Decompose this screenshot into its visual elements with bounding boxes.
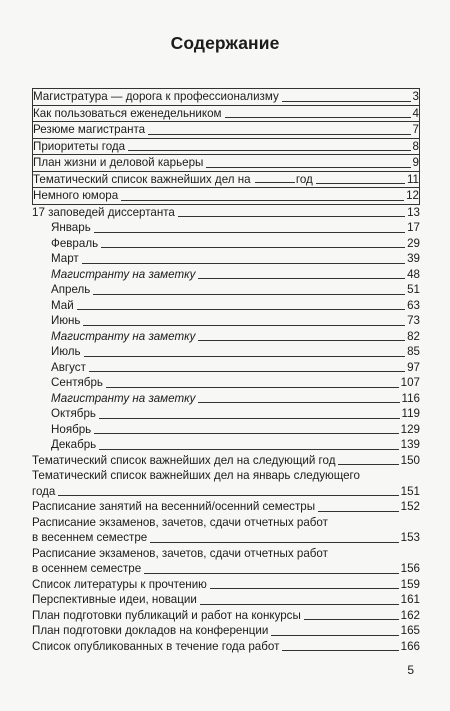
- toc-entry-page: 97: [407, 360, 420, 374]
- toc-entry-month: [32, 375, 420, 391]
- toc-entry-title: План подготовки докладов на конференции: [32, 624, 269, 637]
- toc-entry-page: 139: [400, 438, 420, 451]
- dot-leader: [198, 278, 405, 279]
- toc-entry-title: Май: [51, 298, 74, 312]
- dot-leader: [99, 418, 400, 419]
- toc-entry-page: 7: [412, 123, 419, 136]
- dot-leader: [282, 101, 411, 102]
- toc-entry-page: 159: [400, 577, 420, 591]
- toc-entry-month: [32, 406, 420, 422]
- toc-entry-page: 8: [412, 139, 419, 153]
- toc-entry: [32, 139, 420, 156]
- toc-entry-page: 29: [407, 236, 420, 250]
- toc-entry-title-suffix: год: [295, 172, 313, 186]
- toc-entry-title: Сентябрь: [51, 376, 103, 389]
- toc-entry: [32, 623, 420, 639]
- toc-entry-page: 39: [407, 252, 420, 265]
- toc-entry-month: [32, 313, 420, 329]
- toc-entry-page: 107: [400, 376, 420, 389]
- toc-entry-page: 116: [401, 391, 420, 405]
- toc-entry-month: [32, 437, 420, 453]
- dot-leader: [178, 216, 405, 217]
- toc-entry-month: [32, 220, 420, 236]
- toc-entry-title: Июнь: [51, 314, 81, 327]
- toc-entry-page: 152: [400, 500, 420, 513]
- toc-entry-title: Список опубликованных в течение года работ: [32, 639, 280, 653]
- toc-entry-title: Август: [51, 360, 86, 374]
- toc-entry-title-line2: года: [32, 484, 56, 498]
- toc-entry: [32, 155, 420, 172]
- dot-leader: [198, 402, 399, 403]
- toc-entry-page: 73: [407, 314, 420, 327]
- toc-entry-page: 162: [400, 608, 420, 622]
- dot-leader: [89, 371, 405, 372]
- toc-entry-title-line2: в осеннем семестре: [32, 562, 142, 575]
- toc-entry-title: Ноябрь: [51, 422, 92, 436]
- toc-entry-title: План жизни и деловой карьеры: [33, 156, 204, 169]
- toc-entry-title: Тематический список важнейших дел на январь следующего: [32, 469, 360, 482]
- toc-entry-page: 85: [407, 345, 420, 358]
- toc-entry-page: 51: [407, 283, 420, 296]
- toc-entry: [32, 453, 420, 469]
- dot-leader: [77, 309, 405, 310]
- toc-entry-title: Немного юмора: [33, 189, 119, 202]
- toc-entry-month: [32, 298, 420, 314]
- toc-entry-title: Магистранту на заметку: [51, 391, 196, 405]
- toc-entry: [32, 499, 420, 515]
- toc-entry-title: Июль: [51, 345, 81, 358]
- toc-entry: [32, 205, 420, 221]
- toc-entry-page: 153: [400, 531, 420, 544]
- toc-entry: [32, 608, 420, 624]
- toc-entry-month: [32, 251, 420, 267]
- dot-leader: [83, 325, 405, 326]
- toc-entry-title: Приоритеты года: [33, 139, 126, 153]
- dot-leader: [198, 340, 405, 341]
- toc-entry-title: Расписание занятий на весенний/осенний семестры: [32, 500, 316, 513]
- dot-leader: [206, 167, 410, 168]
- toc-entry-page: 161: [400, 593, 420, 606]
- toc-entry: [32, 188, 420, 205]
- toc-entry: [32, 592, 420, 608]
- toc-entry-title: Магистранту на заметку: [51, 329, 196, 343]
- toc-entry-month: [32, 422, 420, 438]
- toc-entry-title: План подготовки публикаций и работ на конкурсы: [32, 608, 301, 622]
- toc-entry-month: [32, 360, 420, 376]
- dot-leader: [121, 200, 404, 201]
- dot-leader: [304, 619, 399, 620]
- toc-entry-title: Магистранту на заметку: [51, 267, 196, 281]
- dot-leader: [148, 134, 410, 135]
- toc-entry-title: Октябрь: [51, 407, 96, 420]
- dot-leader: [82, 263, 405, 264]
- toc-entry-page: 82: [407, 329, 420, 343]
- toc-entry: [32, 106, 420, 123]
- dot-leader: [94, 232, 405, 233]
- toc-entry-month: [32, 344, 420, 360]
- toc-entry-title: Тематический список важнейших дел на следующий год: [32, 453, 336, 467]
- dot-leader: [150, 542, 398, 543]
- toc-entry-title: Февраль: [51, 236, 99, 250]
- toc-entry-page: 150: [400, 453, 420, 467]
- toc-entry-title: Декабрь: [51, 438, 97, 451]
- dot-leader: [58, 495, 398, 496]
- toc-entry-note: [32, 329, 420, 345]
- dot-leader: [106, 387, 399, 388]
- toc-entry-month: [32, 282, 420, 298]
- toc-entry-title: Апрель: [51, 283, 91, 296]
- dot-leader: [210, 588, 399, 589]
- toc-entry-title: Расписание экзаменов, зачетов, сдачи отчетных работ: [32, 515, 328, 529]
- toc-entry-title: Расписание экзаменов, зачетов, сдачи отчетных работ: [32, 546, 328, 560]
- toc-entry-title: Магистратура — дорога к профессионализму: [33, 90, 279, 103]
- toc-entry-page: 166: [400, 639, 420, 653]
- toc-entry-page: 3: [412, 90, 419, 103]
- table-of-contents: [32, 88, 420, 654]
- toc-entry-page: 151: [400, 484, 420, 498]
- toc-entry-title: Январь: [51, 221, 91, 234]
- toc-entry-note: [32, 267, 420, 283]
- dot-leader: [200, 604, 399, 605]
- toc-entry-page: 12: [406, 189, 419, 202]
- toc-entry: [32, 172, 420, 189]
- toc-entry-title: Перспективные идеи, новации: [32, 593, 197, 606]
- toc-entry: [32, 122, 420, 139]
- blank-year-field: [255, 172, 295, 183]
- toc-entry: [32, 515, 420, 546]
- toc-entry-page: 156: [400, 562, 420, 575]
- toc-entry-page: 129: [400, 422, 420, 436]
- toc-entry-page: 17: [407, 221, 420, 234]
- toc-entry-title: Март: [51, 252, 79, 265]
- toc-entry: [32, 577, 420, 593]
- dot-leader: [93, 294, 405, 295]
- toc-entry-page: 63: [407, 298, 420, 312]
- page-number: 5: [407, 663, 414, 677]
- dot-leader: [99, 449, 398, 450]
- toc-entry: [32, 468, 420, 499]
- dot-leader: [128, 150, 410, 151]
- toc-entry-title: Как пользоваться еженедельником: [33, 106, 222, 120]
- toc-entry-page: 165: [400, 624, 420, 637]
- toc-entry-title: 17 заповедей диссертанта: [32, 205, 175, 219]
- toc-entry-page: 4: [412, 106, 419, 120]
- dot-leader: [94, 433, 398, 434]
- toc-entry-title: Резюме магистранта: [33, 123, 146, 136]
- toc-entry-page: 11: [406, 172, 419, 186]
- toc-entry-page: 9: [412, 156, 419, 169]
- dot-leader: [316, 183, 405, 184]
- toc-entry: [32, 639, 420, 655]
- dot-leader: [84, 356, 406, 357]
- toc-entry-note: [32, 391, 420, 407]
- toc-entry-page: 48: [407, 267, 420, 281]
- toc-entry: [32, 88, 420, 106]
- dot-leader: [318, 511, 399, 512]
- toc-entry: [32, 546, 420, 577]
- dot-leader: [144, 573, 398, 574]
- toc-entry-title-line2: в весеннем семестре: [32, 531, 148, 544]
- toc-entry-page: 119: [401, 407, 420, 420]
- dot-leader: [101, 247, 405, 248]
- toc-entry-month: [32, 236, 420, 252]
- dot-leader: [338, 464, 398, 465]
- toc-entry-page: 13: [407, 205, 420, 219]
- dot-leader: [282, 650, 398, 651]
- toc-entry-title: Список литературы к прочтению: [32, 577, 207, 591]
- dot-leader: [271, 635, 398, 636]
- toc-entry-title: Тематический список важнейших дел на: [33, 172, 251, 186]
- dot-leader: [225, 117, 411, 118]
- page-title: Содержание: [170, 33, 280, 53]
